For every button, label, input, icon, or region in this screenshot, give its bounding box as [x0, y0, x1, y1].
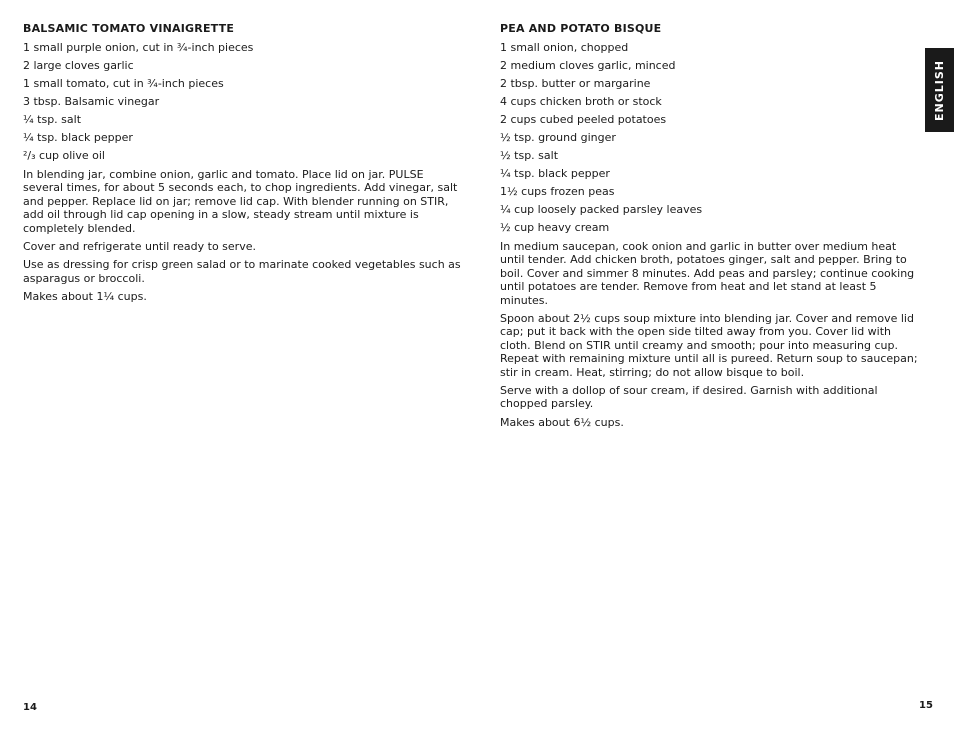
ingredient-item: 4 cups chicken broth or stock	[500, 95, 662, 108]
instruction-paragraph: Serve with a dollop of sour cream, if desired. Garnish with additional chopped parsley.	[500, 384, 878, 411]
language-tab	[925, 48, 954, 132]
ingredient-item: ½ tsp. ground ginger	[500, 131, 616, 144]
ingredient-item: 1½ cups frozen peas	[500, 185, 615, 198]
instruction-paragraph: In blending jar, combine onion, garlic and tomato. Place lid on jar. PULSE several times, for about 5 seconds each, to chop ingredients. Add vinegar, salt and pepper. Replace lid on jar; remove lid cap. With blender running on STIR, add oil through lid cap opening in a slow, steady stream until mixture is completely blended.	[23, 168, 458, 235]
recipe-title: BALSAMIC TOMATO VINAIGRETTE	[23, 22, 235, 35]
instructions	[500, 240, 920, 429]
left-page-recipe	[23, 22, 461, 309]
ingredient-item: 1 small onion, chopped	[500, 41, 629, 54]
ingredient-item: ¼ tsp. black pepper	[23, 131, 133, 144]
ingredient-list	[23, 41, 461, 162]
ingredient-item: 1 small purple onion, cut in ¾-inch pieces	[23, 41, 254, 54]
ingredient-item: 2 large cloves garlic	[23, 59, 134, 72]
yield-note: Makes about 1¼ cups.	[23, 290, 147, 304]
ingredient-item: 1 small tomato, cut in ¾-inch pieces	[23, 77, 224, 90]
language-tab-label: ENGLISH	[933, 59, 946, 121]
ingredient-item: ²/₃ cup olive oil	[23, 149, 105, 162]
ingredient-item: ¼ tsp. black pepper	[500, 167, 610, 180]
recipe-title: PEA AND POTATO BISQUE	[500, 22, 662, 35]
instruction-paragraph: In medium saucepan, cook onion and garlic in butter over medium heat until tender. Add chicken broth, potatoes ginger, salt and pepper. Bring to boil. Cover and simmer 8 minutes. Add peas and parsley; continue cooking until potatoes are tender. Remove from heat and let stand at least 5 minutes.	[500, 240, 915, 307]
ingredient-item: ¼ tsp. salt	[23, 113, 82, 126]
page-number-left: 14	[23, 702, 37, 713]
yield-note: Makes about 6½ cups.	[500, 415, 624, 429]
ingredient-item: 2 cups cubed peeled potatoes	[500, 113, 667, 126]
instruction-paragraph: Spoon about 2½ cups soup mixture into blending jar. Cover and remove lid cap; put it back with the open side tilted away from you. Cover lid with cloth. Blend on STIR until creamy and smooth; pour into measuring cup. Repeat with remaining mixture until all is pureed. Return soup to saucepan; stir in cream. Heat, stirring; do not allow bisque to boil.	[500, 312, 918, 379]
ingredient-item: ½ tsp. salt	[500, 149, 559, 162]
page-number-right: 15	[919, 700, 933, 711]
ingredient-item: ¼ cup loosely packed parsley leaves	[500, 203, 703, 216]
ingredient-list	[500, 41, 920, 234]
instruction-paragraph: Use as dressing for crisp green salad or to marinate cooked vegetables such as asparagus or broccoli.	[23, 258, 461, 285]
ingredient-item: 2 tbsp. butter or margarine	[500, 77, 651, 90]
right-page-recipe	[500, 22, 920, 434]
instruction-paragraph: Cover and refrigerate until ready to serve.	[23, 240, 256, 254]
ingredient-item: 2 medium cloves garlic, minced	[500, 59, 676, 72]
ingredient-item: ½ cup heavy cream	[500, 221, 610, 234]
ingredient-item: 3 tbsp. Balsamic vinegar	[23, 95, 160, 108]
instructions	[23, 168, 461, 304]
